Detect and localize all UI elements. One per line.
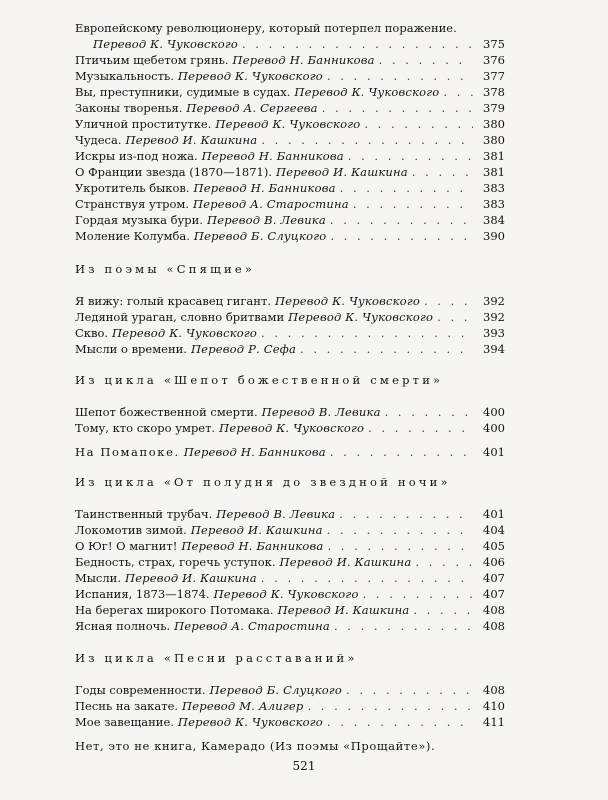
translator: Перевод Р. Сефа — [190, 342, 297, 356]
translator: Перевод К. Чуковского — [177, 69, 323, 83]
title: На Помапоке. — [75, 445, 180, 459]
title: Я вижу: голый красавец гигант. — [75, 294, 271, 308]
translator: Перевод К. Чуковского — [213, 587, 359, 601]
page-ref: 401 — [483, 445, 505, 459]
page-ref: 400 — [483, 421, 505, 435]
title: Укротитель быков. — [75, 181, 190, 195]
translator: Перевод К. Чуковского — [177, 715, 323, 729]
translator: Перевод Н. Банникова — [181, 539, 324, 553]
translator: Перевод К. Чуковского — [274, 294, 420, 308]
page-ref: 411 — [483, 715, 505, 729]
translator: Перевод Н. Банникова — [193, 181, 336, 195]
title: Тому, кто скоро умрет. — [75, 421, 216, 435]
title: Испания, 1873—1874. — [75, 587, 210, 601]
title: Мысли о времени. — [75, 342, 187, 356]
translator: Перевод Н. Банникова — [232, 53, 375, 67]
page-ref: 377 — [483, 69, 505, 83]
page-ref: 381 — [483, 165, 505, 179]
title: Странствуя утром. — [75, 197, 190, 211]
title: Музыкальность. — [75, 69, 174, 83]
section-heading: Из цикла «От полудня до звездной ночи» — [75, 475, 451, 489]
translator: Перевод И. Кашкина — [275, 165, 408, 179]
page-ref: 407 — [483, 571, 505, 585]
translator: Перевод И. Кашкина — [277, 603, 410, 617]
translator: Перевод Б. Слуцкого — [209, 683, 343, 697]
title: Мое завещание. — [75, 715, 174, 729]
page-number: 521 — [292, 759, 316, 773]
title: Мысли. — [75, 571, 121, 585]
page-ref: 404 — [483, 523, 505, 537]
title: Чудеса. — [75, 133, 122, 147]
title: Скво. — [75, 326, 109, 340]
page-ref: 392 — [483, 294, 505, 308]
page-ref: 400 — [483, 405, 505, 419]
translator: Перевод И. Кашкина — [125, 133, 258, 147]
title: Локомотив зимой. — [75, 523, 187, 537]
title: Моление Колумба. — [75, 229, 190, 243]
title: Гордая музыка бури. — [75, 213, 203, 227]
page-ref: 408 — [483, 683, 505, 697]
translator: Перевод К. Чуковского — [112, 326, 258, 340]
page-ref: 392 — [483, 310, 505, 324]
translator: Перевод И. Кашкина — [190, 523, 323, 537]
translator: Перевод В. Левика — [261, 405, 381, 419]
title: О Юг! О магнит! — [75, 539, 178, 553]
translator: Перевод К. Чуковского — [294, 85, 440, 99]
page-ref: 390 — [483, 229, 505, 243]
title: Искры из-под ножа. — [75, 149, 198, 163]
translator: Перевод М. Алигер — [182, 699, 304, 713]
title: Птичьим щебетом грянь. — [75, 53, 229, 67]
page-ref: 408 — [483, 603, 505, 617]
title: Законы творенья. — [75, 101, 183, 115]
translator: Перевод Н. Банникова — [183, 445, 326, 459]
page-ref: 406 — [483, 555, 505, 569]
section-heading: Из поэмы «Спящие» — [75, 262, 256, 276]
translator: Перевод Н. Банникова — [201, 149, 344, 163]
title: Годы современности. — [75, 683, 206, 697]
page-ref: 379 — [483, 101, 505, 115]
page-ref: 383 — [483, 181, 505, 195]
page-ref: 384 — [483, 213, 505, 227]
translator: Перевод В. Левика — [216, 507, 336, 521]
translator: Перевод И. Кашкина — [279, 555, 412, 569]
title: На берегах широкого Потомака. — [75, 603, 274, 617]
title: Песнь на закате. — [75, 699, 179, 713]
page-ref: 375 — [483, 37, 505, 51]
title: Вы, преступники, судимые в судах. — [75, 85, 291, 99]
page-ref: 380 — [483, 117, 505, 131]
page-ref: 383 — [483, 197, 505, 211]
translator: Перевод И. Кашкина — [125, 571, 257, 585]
translator: Перевод К. Чуковского — [219, 421, 365, 435]
page-ref: 378 — [483, 85, 505, 99]
page-ref: 381 — [483, 149, 505, 163]
translator: Перевод К. Чуковского — [215, 117, 361, 131]
page-ref: 407 — [483, 587, 505, 601]
translator: Перевод А. Старостина — [193, 197, 349, 211]
section-heading: Из цикла «Шепот божественной смерти» — [75, 373, 444, 387]
page-ref: 408 — [483, 619, 505, 633]
translator: Перевод А. Сергеева — [186, 101, 318, 115]
translator: Перевод А. Старостина — [174, 619, 330, 633]
page-ref: 376 — [483, 53, 505, 67]
toc-entry-title: Европейскому революционеру, который потерпел поражение. — [75, 21, 457, 35]
toc-entry-title: Нет, это не книга, Камерадо (Из поэмы «Прощайте»). — [75, 739, 436, 753]
page-ref: 410 — [483, 699, 505, 713]
title: Ледяной ураган, словно бритвами — [75, 310, 285, 324]
title: Бедность, страх, горечь уступок. — [75, 555, 276, 569]
page-ref: 393 — [483, 326, 505, 340]
translator: Перевод К. Чуковского — [93, 37, 238, 51]
title: Ясная полночь. — [75, 619, 171, 633]
translator: Перевод В. Левика — [206, 213, 326, 227]
page-ref: 405 — [483, 539, 505, 553]
title: О Франции звезда (1870—1871). — [75, 165, 272, 179]
page-ref: 394 — [483, 342, 505, 356]
translator: Перевод К. Чуковского — [288, 310, 434, 324]
section-heading: Из цикла «Песни расставаний» — [75, 651, 358, 665]
page-ref: 401 — [483, 507, 505, 521]
page-ref: 380 — [483, 133, 505, 147]
title: Уличной проститутке. — [75, 117, 212, 131]
title: Таинственный трубач. — [75, 507, 213, 521]
title: Шепот божественной смерти. — [75, 405, 258, 419]
translator: Перевод Б. Слуцкого — [193, 229, 327, 243]
